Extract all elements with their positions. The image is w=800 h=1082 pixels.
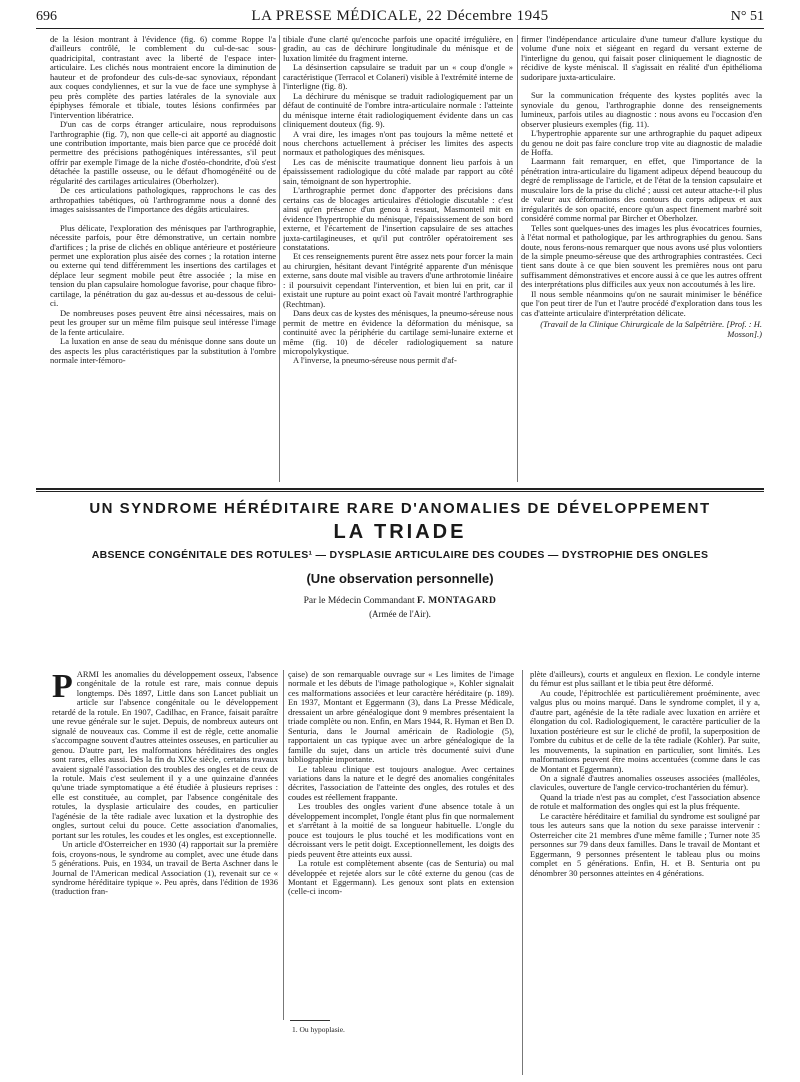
paragraph: firmer l'indépendance articulaire d'une tumeur d'allure kystique du volume d'une noix et siégeant en regard du versant externe de l'interligne du genou, qui faisait poser cliniquement le diagnostic de récidive de kyste méniscal. Il s'agissait en réalité d'un épithélioma sudoripare juxta-articulaire. (521, 35, 762, 82)
paragraph: Quand la triade n'est pas au complet, c'est l'association absence de rotule et malformation des ongles qui est la plus fréquente. (530, 791, 760, 812)
column-divider (279, 35, 280, 482)
paragraph (52, 670, 278, 840)
paragraph: A l'inverse, la pneumo-séreuse nous permit d'af- (293, 355, 457, 366)
paragraph: çaise) de son remarquable ouvrage sur « Les limites de l'image normale et les débuts de l'image pathologique », Kohler signalait ces malformations associées et leur caractère héréditaire (p. 189). En 1937, Montant et Eggermann (3), dans La Presse Médicale, dressaient un arbre généalogique dont 9 membres présentaient la triade complète ou non. Enfin, en Mars 1944, R. Hyman et Ben D. Senturia, dans le Journal américain de Radiologie (5), rapportaient un cas typique avec un arbre généalogique de la famille du sujet, dans un article très documenté suivi d'une bibliographie importante. (288, 670, 514, 765)
paragraph: De nombreuses poses peuvent être ainsi nécessaires, mais on peut les grouper sur un même film puisque seul intéresse l'image de la fente articulaire. (50, 307, 276, 337)
journal-title: LA PRESSE MÉDICALE, 22 Décembre 1945 (251, 8, 549, 24)
paragraph: Un article d'Osterreicher en 1930 (4) rapportait sur la première fois, croyons-nous, le syndrome au complet, avec une étude dans 5 générations. Puis, en 1934, un travail de Berta Aschner dans le Journal de l'American medical Association (1), revenait sur ce « syndrome héréditaire typique ». Peu après, dans l'édition de 1936 (traduction fran- (52, 839, 278, 897)
footnote: 1. Ou hypoplasie. (292, 1025, 345, 1034)
page-number: 696 (36, 9, 57, 24)
paragraph: tibiale d'une clarté qu'encoche parfois une opacité irrégulière, en gradin, au cas de déchirure longitudinale du ménisque et de luxation limitée du fragment interne. (283, 35, 513, 63)
paragraph: Les cas de méniscite traumatique donnent lieu parfois à un épaississement radiologique du côté malade par rapport au côté sain, témoignant de son hypertrophie. (283, 156, 513, 186)
paragraph: Au coude, l'épitrochlée est particulièrement proéminente, avec valgus plus ou moins marqué. Dans le syndrome complet, il y a, d'autre part, agénésie de la tête radiale avec luxation en arrière et élongation du col. Radiologiquement, le caractère particulier de la luxation postérieure est sur le cliché de profil, la superposition de l'ombre du cubitus et de celle de la tête radiale (Kohler). Par suite, les mouvements, la supination en particulier, sont limités. Les malformations peuvent être moins accentuées (comme dans le cas de Montant et Eggermann). (530, 687, 760, 774)
paragraph: Sur la communication fréquente des kystes poplités avec la synoviale du genou, l'arthrographie donne des renseignements lumineux, parfois utiles au diagnostic : nous avons eu l'occasion d'en observer plusieurs exemples (fig. 11). (521, 90, 762, 129)
paragraph: Le caractère héréditaire et familial du syndrome est souligné par tous les auteurs sans que la notion du sexe paraisse intervenir : Osterreicher cite 21 membres d'une même famille ; Turner note 35 personnes sur 79 dans deux familles. Dans le travail de Montant et Eggermann, 9 personnes présentent le tableau plus ou moins complet en 5 générations. Enfin, H. et B. Senturia ont pu dénombrer 30 personnes atteintes en 4 générations. (530, 810, 760, 878)
section-rule (36, 491, 764, 492)
paragraph: Le tableau clinique est toujours analogue. Avec certaines variations dans la nature et le degré des anomalies congénitales décrites, l'association de l'atteinte des ongles, des rotules et des coudes est réellement frappante. (288, 763, 514, 802)
paragraph: On a signalé d'autres anomalies osseuses associées (malléoles, clavicules, ouverture de l'angle cervico-trochantérien du fémur). (530, 772, 760, 793)
paragraph: L'hypertrophie apparente sur une arthrographie du paquet adipeux du genou ne doit pas faire conclure trop vite au diagnostic de maladie de Hoffa. (521, 128, 762, 157)
top-column-3 (521, 35, 762, 482)
paragraph: Laarmann fait remarquer, en effet, que l'importance de la pénétration intra-articulaire du ligament adipeux dépend beaucoup du degré de remplissage de l'article, et de l'état de la tension capsulaire et musculaire lors de la prise du cliché ; aussi cet auteur attache-t-il plus de valeur aux déformations des contours du corps adipeux et aux irrégularités de son opacité, encore qu'un aspect finement marbré soit considéré comme normal par Bircher et Oberholzer. (521, 156, 762, 224)
drop-cap: P (52, 670, 73, 705)
article-title-line-2: LA TRIADE (333, 521, 467, 543)
article-subtitle: ABSENCE CONGÉNITALE DES ROTULES¹ — DYSPLASIE ARTICULAIRE DES COUDES — DYSTROPHIE DES ONGLES (91, 549, 709, 561)
paragraph: La déchirure du ménisque se traduit radiologiquement par un défaut de continuité de l'ombre intra-articulaire normale : l'atteinte du ménisque interne était radiologiquement évidente dans un cas cliniquement douteux (fig. 9). (283, 90, 513, 130)
paragraph: Et ces renseignements purent être assez nets pour forcer la main au chirurgien, hésitant devant l'intégrité apparente d'un ménisque externe, sans doute mal visible au travers d'une arthrotomie linéaire : il poursuivit cependant l'intervention, et bien lui en prit, car il existait une rupture au point exact où l'avait montré l'arthrographie (Rechtman). (283, 251, 513, 309)
paragraph-text: ARMI les anomalies du développement osseux, l'absence congénitale de la rotule est rare, mais connue depuis longtemps. Dès 1897, Little dans son Lancet publiait un article sur l'absence congénitale ou le développement retardé de la rotule. En 1907, Cadilhac, en France, faisait paraître une revue générale sur le sujet. Depuis, de nombreux auteurs ont signalé de nouveaux cas. Comme il est de règle, cette anomalie s'accompagne souvent d'autres atteintes osseuses, en particulier au genou. D'autre part, les malformations héréditaires des ongles sont rares, elles aussi. Dès la fin du XIXe siècle, certains travaux avaient signalé l'association des troubles des ongles et de ceux de la rotule. Mais c'est seulement il y a une quinzaine d'années qu'une triade symptomatique a été étudiée à plusieurs reprises : elle est constituée, au complet, par l'absence congénitale des rotules, la dysplasie articulaire des coudes, en particulier l'agénésie de la tête radiale avec luxation et la dystrophie des ongles, surtout celui du pouce. Cette association d'anomalies, portant sur les rotules, les coudes et les ongles, est exceptionnelle. (52, 670, 278, 840)
paragraph: De ces articulations pathologiques, rapprochons le cas des arthropathies tabétiques, où l'arthrogramme nous a donné des images saisissantes de l'importance des dégâts articulaires. (50, 185, 276, 215)
paragraph: Il nous semble néanmoins qu'on ne saurait minimiser le bénéfice que l'on peut tirer de l'un et l'autre procédé d'exploration dans tous les cas d'atteinte articulaire d'interprétation délicate. (521, 288, 762, 318)
signature: (Travail de la Clinique Chirurgicale de la Salpêtrière. [Prof. : H. Mosson].) (540, 319, 762, 339)
author-prefix: Par le Médecin Commandant (303, 596, 415, 606)
author-affiliation: (Armée de l'Air). (369, 609, 431, 619)
paragraph: Telles sont quelques-unes des images les plus évocatrices fournies, à l'état normal et pathologique, par les arthrographies du genou. Sans doute, nous ferons-nous remarquer que nous avons usé plus volontiers de la simple pneumo-séreuse que des arthrographies contrastées. Ceci tient sans doute à ce que bien souvent les premières nous ont paru suffisamment démonstratives et encore aussi à ce que les autres offrent des interprétations plus difficiles aux yeux non accoutumés à les lire. (521, 222, 762, 290)
author-name: F. MONTAGARD (417, 596, 497, 606)
paragraph: de la lésion montrant à l'évidence (fig. 6) comme Roppe l'a d'ailleurs contrôlé, le comblement du cul-de-sac sous-quadricipital, contrastant avec la liberté de l'espace inter-articulaire. Les clichés nous montraient encore la diminution de hauteur et de profondeur des culs-de-sac synoviaux, répondant aux coques condyliennes, et sur la vue de face une symphyse à peu près complète des parties latérales de la synoviale aux épiphyses fémorale et tibiale, toutes lésions confirmées par l'intervention libératrice. (50, 35, 276, 120)
article-column-2 (288, 670, 514, 1015)
paragraph: La désinsertion capsulaire se traduit par un « coup d'ongle » caractéristique (Terracol et Colaneri) visible à l'extrémité interne de l'interligne (fig. 8). (283, 62, 513, 92)
top-column-1 (50, 35, 276, 482)
paragraph: La rotule est complètement absente (cas de Senturia) ou mal développée et rejetée alors sur le côté externe du genou (cas de Montant et Eggermann). Les genoux sont plats en extension (celle-ci incom- (288, 858, 514, 897)
column-divider (283, 670, 284, 1020)
issue-number: N° 51 (730, 9, 764, 24)
article-observation: (Une observation personnelle) (306, 571, 494, 586)
column-divider (517, 35, 518, 482)
paragraph: Plus délicate, l'exploration des ménisques par l'arthrographie, nécessite parfois, pour être démonstrative, un certain nombre d'artifices ; la prise de clichés en oblique antérieure et postérieure permet une exploration plus aisée des cornes ; la rotation interne ou externe qui tend différemment les insertions des cartilages et déplace leur segment mobile peut être associée ; la mise en tension du plan capsulaire homologue favorise, pour chaque fibro-cartilage, la pénétration du gaz au-dessus et au-dessous de celui-ci. (50, 222, 276, 309)
section-rule (36, 488, 764, 490)
footnote-rule (290, 1020, 330, 1021)
article-column-3 (530, 670, 760, 1075)
article-heading (0, 500, 800, 619)
column-divider (522, 670, 523, 1075)
author-line (0, 596, 800, 606)
top-column-2 (283, 35, 513, 482)
page-header (36, 8, 764, 29)
paragraph: La luxation en anse de seau du ménisque donne sans doute un des aspects les plus caractéristiques par la substitution à l'ombre normale inter-fémoro- (50, 336, 276, 365)
paragraph: plète d'ailleurs), courts et anguleux en flexion. Le condyle interne du fémur est plus saillant et le tibia peut être déformé. (530, 670, 760, 689)
paragraph: A vrai dire, les images n'ont pas toujours la même netteté et nous cherchons actuellement à préciser les limites des aspects normaux et pathologiques des ménisques. (283, 128, 513, 158)
article-title-line-1: UN SYNDROME HÉRÉDITAIRE RARE D'ANOMALIES DE DÉVELOPPEMENT (89, 500, 711, 517)
article-column-1 (52, 670, 278, 1075)
paragraph: L'arthrographie permet donc d'apporter des précisions dans certains cas de blocages articulaires d'étiologie discutable : c'est ainsi qu'en présence d'un genou à ressaut, Masmonteil mit en évidence l'hypertrophie du ménisque, l'épaississement de son bord externe, et l'écartement de l'insertion capsulaire de ses attaches juxta-cartilagineuses, et qu'il put contrôler opératoirement ses constatations. (283, 185, 513, 252)
paragraph: D'un cas de corps étranger articulaire, nous reproduisons l'arthrographie (fig. 7), non que celle-ci ait apporté au diagnostic une contribution importante, mais bien parce que ce procédé doit permettre des précisions pathogéniques intéressantes, s'il peut offrir par exemple l'image de la niche d'ostéo-chondrite, d'où s'est détachée la pastille osseuse, ou le défaut d'homogénéité ou de régularité des cartilages articulaires (Oberholzer). (50, 119, 276, 186)
paragraph: Les troubles des ongles varient d'une absence totale à un développement incomplet, l'ongle étant plus fin que normalement et s'arrêtant à la moitié de sa longueur habituelle. L'ongle du pouce est toujours le plus touché et les modifications vont en décroissant vers le petit doigt. Exceptionnellement, les doigts des pieds peuvent être atteints eux aussi. (288, 801, 514, 859)
paragraph: Dans deux cas de kystes des ménisques, la pneumo-séreuse nous permit de mettre en évidence la déformation du ménisque, sa continuité avec la périphérie du cartilage semi-lunaire externe et même (fig. 10) de déceler radiologiquement sa nature micropolykystique. (283, 308, 513, 356)
